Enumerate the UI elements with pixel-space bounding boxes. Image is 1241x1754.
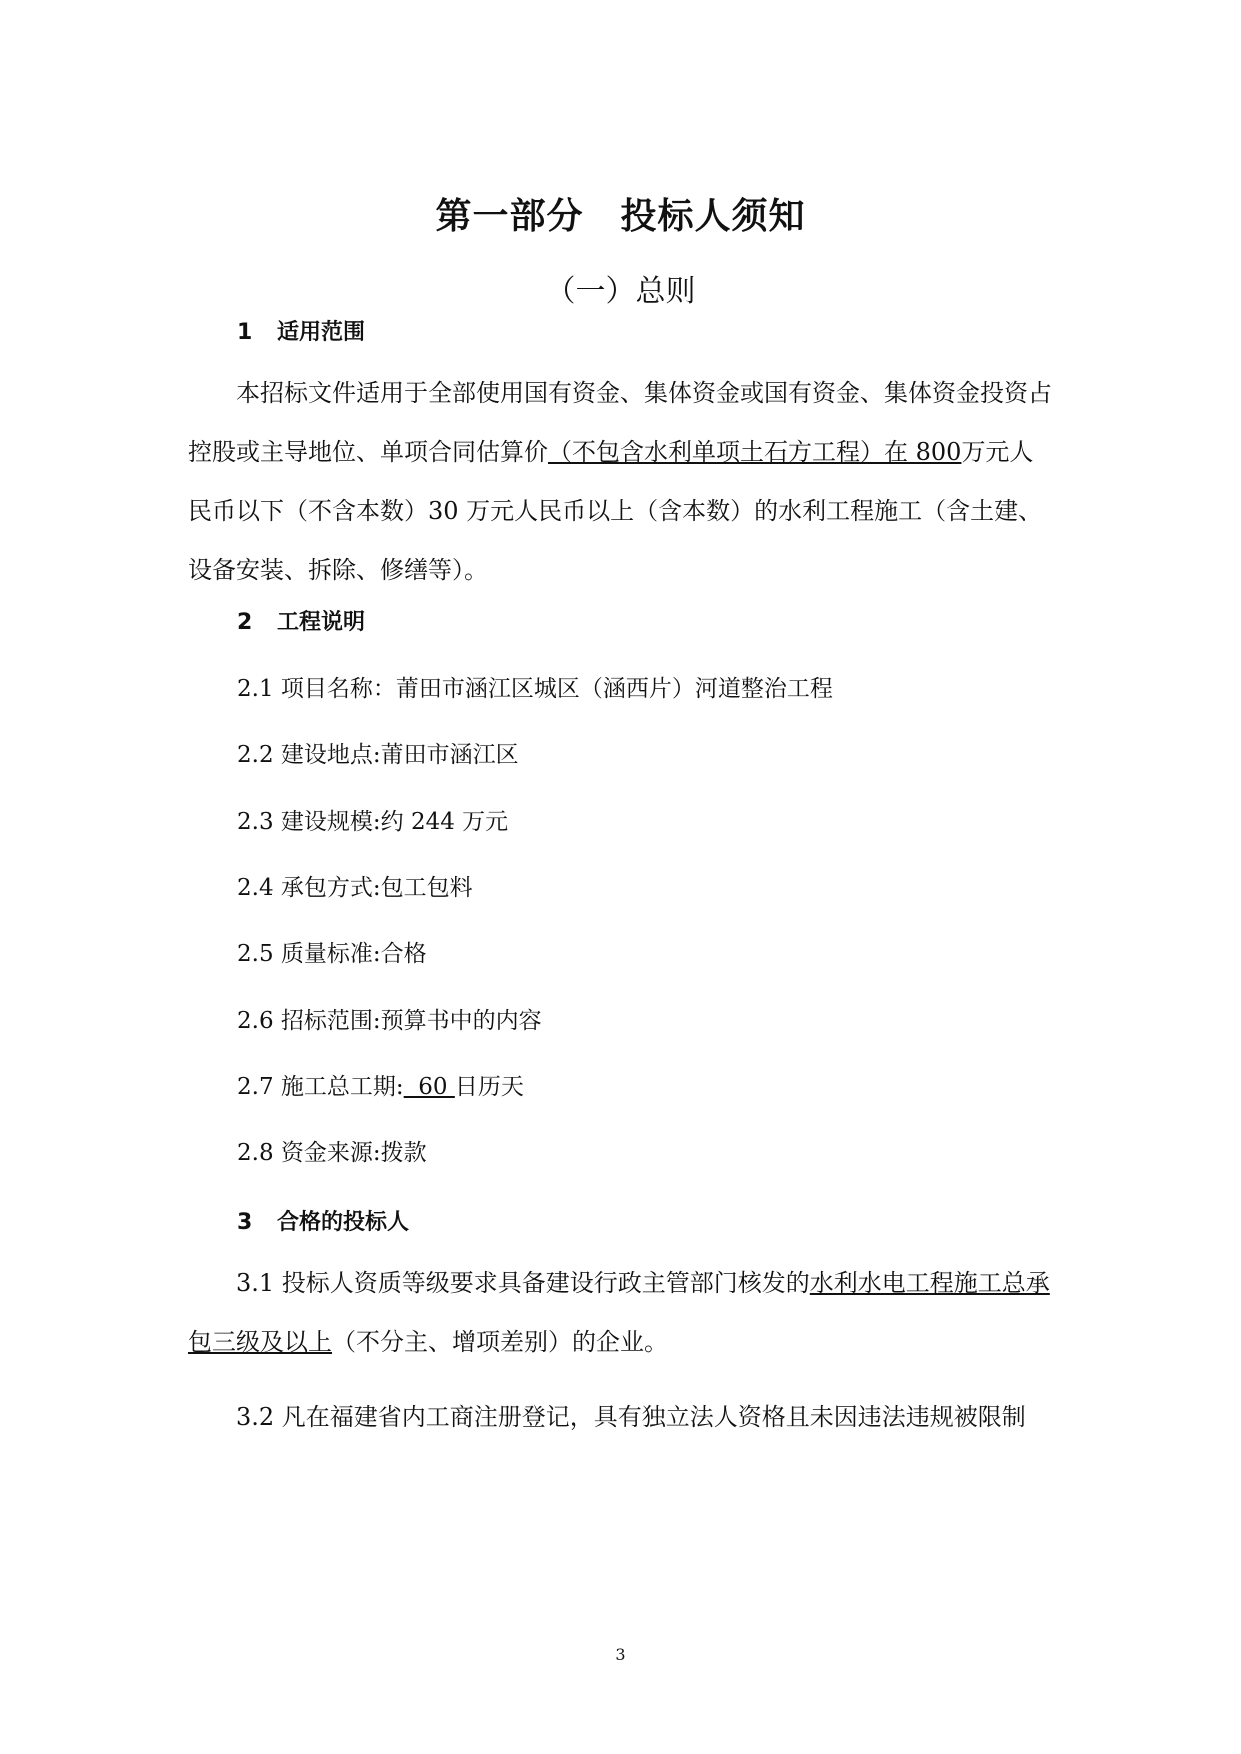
duration-label: 2.7 施工总工期:: [237, 1074, 404, 1100]
scope-paragraph: [188, 364, 1056, 600]
item-quality-standard: 2.5 质量标准:合格: [237, 941, 427, 967]
section-subtitle: （一）总则: [545, 274, 696, 309]
item-duration: [237, 1068, 524, 1101]
page-number: 3: [615, 1645, 626, 1664]
item-location: 2.2 建设地点:莆田市涵江区: [237, 742, 519, 768]
page-title: 第一部分 投标人须知: [435, 196, 806, 237]
item-contract-method: 2.4 承包方式:包工包料: [237, 875, 473, 901]
duration-unit: 日历天: [454, 1074, 524, 1100]
qual-text-a: 3.1 投标人资质等级要求具备建设行政主管部门核发的: [236, 1269, 810, 1297]
qual-text-underlined: 水利水电工程施工总承包三级及以上: [188, 1269, 1050, 1356]
qualification-paragraph-3-1: [188, 1254, 1056, 1372]
section-heading-text: 适用范围: [277, 320, 366, 345]
item-bid-scope: 2.6 招标范围:预算书中的内容: [237, 1008, 542, 1034]
item-funding-source: 2.8 资金来源:拨款: [237, 1140, 427, 1166]
section-heading-3: [237, 1205, 409, 1236]
scope-text-underlined: （不包含水利单项土石方工程）在 800: [548, 438, 962, 466]
duration-value: 60: [403, 1074, 455, 1100]
section-number: 3: [237, 1210, 253, 1235]
section-heading-text: 工程说明: [277, 610, 366, 635]
section-number: 2: [237, 610, 253, 635]
qual-text-b: （不分主、增项差别）的企业。: [332, 1328, 668, 1356]
scope-text-a: 本招标文件适用于全部使用国有资金、集体资金或国有资金、集体资金投资占控股或主导地位、单项合同估算价: [188, 379, 1052, 466]
section-heading-text: 合格的投标人: [277, 1210, 410, 1235]
section-heading-2: [237, 605, 365, 636]
scope-text-b: 万元人民币以下（不含本数）30 万元人民币以上（含本数）的水利工程施工（含土建、设备安装、拆除、修缮等）。: [188, 438, 1043, 584]
section-heading-1: [237, 315, 365, 346]
section-number: 1: [237, 320, 253, 345]
qualification-paragraph-3-2: 3.2 凡在福建省内工商注册登记，具有独立法人资格且未因违法违规被限制: [236, 1403, 1026, 1431]
item-scale: 2.3 建设规模:约 244 万元: [237, 809, 509, 835]
item-project-name: 2.1 项目名称：莆田市涵江区城区（涵西片）河道整治工程: [237, 676, 833, 702]
